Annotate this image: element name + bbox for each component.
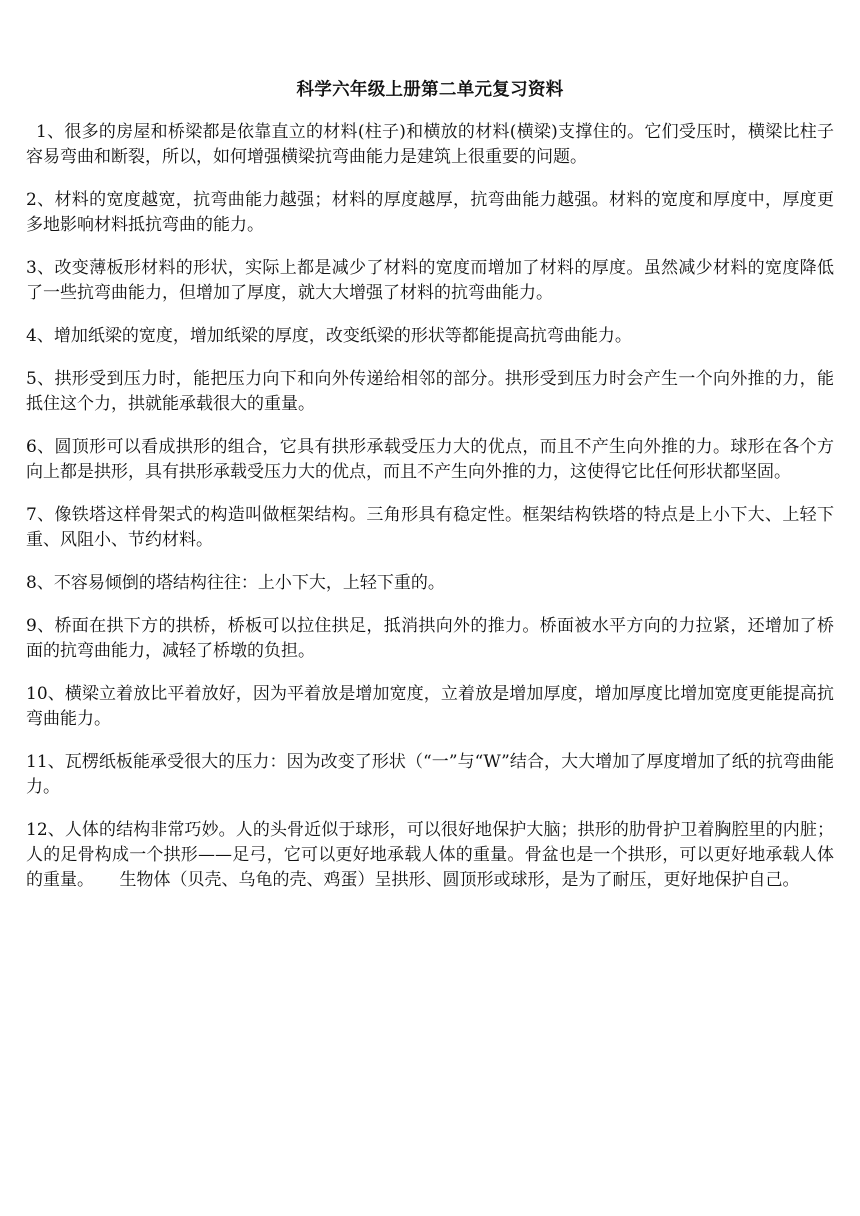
paragraph-4: 4、增加纸梁的宽度，增加纸梁的厚度，改变纸梁的形状等都能提高抗弯曲能力。	[26, 326, 632, 346]
document-title: 科学六年级上册第二单元复习资料	[296, 80, 564, 100]
document-page	[26, 0, 834, 911]
paragraph-9: 9、桥面在拱下方的拱桥，桥板可以拉住拱足，抵消拱向外的推力。桥面被水平方向的力拉紧，还增加了桥面的抗弯曲能力，减轻了桥墩的负担。	[26, 616, 834, 661]
paragraph-2: 2、材料的宽度越宽，抗弯曲能力越强；材料的厚度越厚，抗弯曲能力越强。材料的宽度和厚度中，厚度更多地影响材料抵抗弯曲的能力。	[26, 190, 834, 235]
paragraph-12: 12、人体的结构非常巧妙。人的头骨近似于球形，可以很好地保护大脑；拱形的肋骨护卫着胸腔里的内脏；人的足骨构成一个拱形——足弓，它可以更好地承载人体的重量。骨盆也是一个拱形，可以更好地承载人体的重量。 生物体（贝壳、乌龟的壳、鸡蛋）呈拱形、圆顶形或球形，是为了耐压，更好地保护自己。	[26, 820, 834, 890]
paragraph-3: 3、改变薄板形材料的形状，实际上都是减少了材料的宽度而增加了材料的厚度。虽然减少材料的宽度降低了一些抗弯曲能力，但增加了厚度，就大大增强了材料的抗弯曲能力。	[26, 258, 834, 303]
document-body	[26, 120, 834, 893]
paragraph-1: 1、很多的房屋和桥梁都是依靠直立的材料(柱子)和横放的材料(横梁)支撑住的。它们受压时，横梁比柱子容易弯曲和断裂，所以，如何增强横梁抗弯曲能力是建筑上很重要的问题。	[26, 122, 834, 167]
paragraph-11: 11、瓦楞纸板能承受很大的压力：因为改变了形状（“一”与“W”结合，大大增加了厚度增加了纸的抗弯曲能力。	[26, 752, 834, 797]
paragraph-10: 10、横梁立着放比平着放好，因为平着放是增加宽度，立着放是增加厚度，增加厚度比增加宽度更能提高抗弯曲能力。	[26, 684, 834, 729]
paragraph-7: 7、像铁塔这样骨架式的构造叫做框架结构。三角形具有稳定性。框架结构铁塔的特点是上小下大、上轻下重、风阻小、节约材料。	[26, 505, 834, 550]
paragraph-6: 6、圆顶形可以看成拱形的组合，它具有拱形承载受压力大的优点，而且不产生向外推的力。球形在各个方向上都是拱形，具有拱形承载受压力大的优点，而且不产生向外推的力，这使得它比任何形状都坚固。	[26, 437, 834, 482]
paragraph-8: 8、不容易倾倒的塔结构往往：上小下大，上轻下重的。	[26, 573, 445, 593]
paragraph-5: 5、拱形受到压力时，能把压力向下和向外传递给相邻的部分。拱形受到压力时会产生一个向外推的力，能抵住这个力，拱就能承载很大的重量。	[26, 369, 834, 414]
